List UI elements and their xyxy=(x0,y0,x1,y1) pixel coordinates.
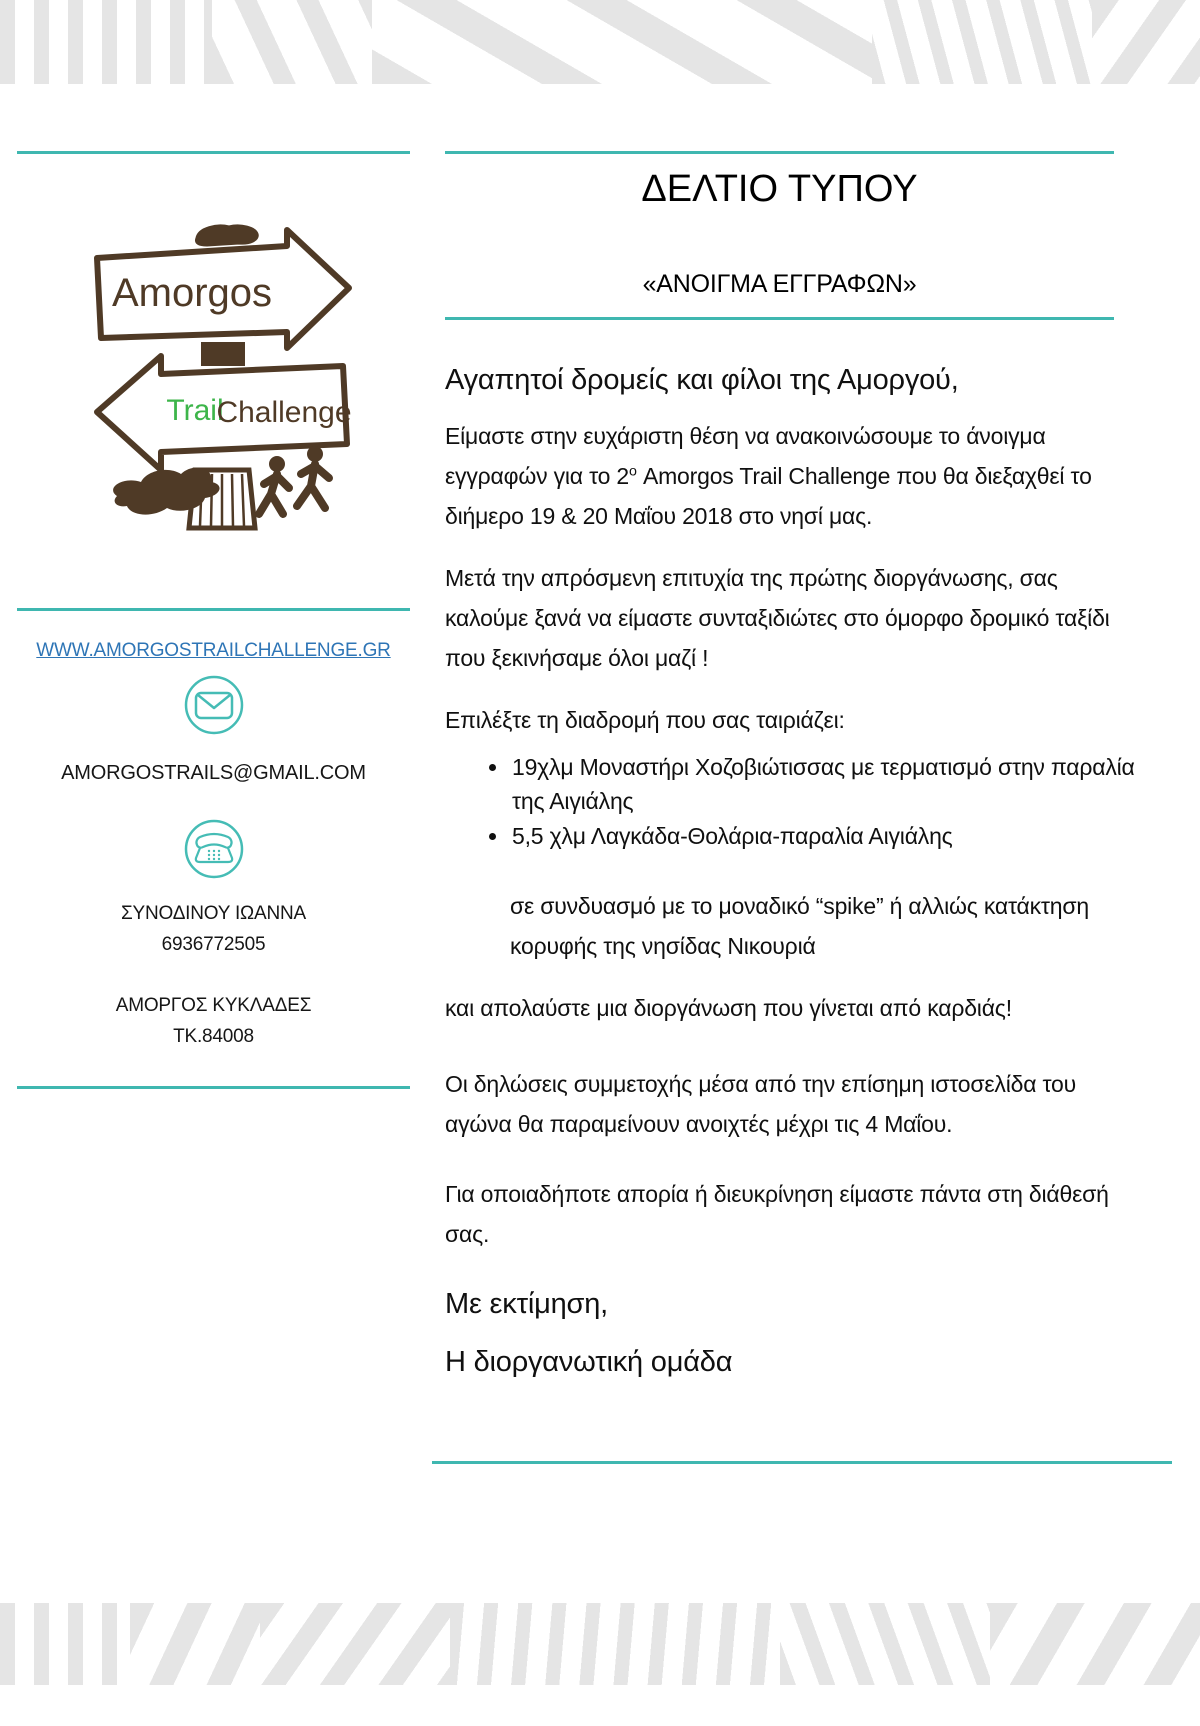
paragraph-spike: σε συνδυασμό με το μοναδικό “spike” ή αλλιώς κατάκτηση κορυφής της νησίδας Νικουριά xyxy=(510,893,1089,959)
paragraph-announcement-text-cont: Amorgos Trail Challenge που θα διεξαχθεί το διήμερο 19 & 20 Μαΐου 2018 στο νησί μας. xyxy=(445,463,1092,529)
paragraph-announcement-text: Είμαστε στην ευχάριστη θέση να ανακοινώσουμε το άνοιγμα εγγραφών για το 2 xyxy=(445,423,1046,489)
route-item-19km: • 19χλμ Μοναστήρι Χοζοβιώτισσας με τερματισμό στην παραλία της Αιγιάλης xyxy=(510,750,1170,818)
page-title: ΔΕΛΤΙΟ ΤΥΠΟΥ xyxy=(641,168,918,210)
paragraph-questions: Για οποιαδήποτε απορία ή διευκρίνηση είμαστε πάντα στη διάθεσή σας. xyxy=(445,1181,1109,1247)
paragraph-enjoy: και απολαύστε μια διοργάνωση που γίνεται από καρδιάς! xyxy=(445,995,1012,1021)
paragraph-choose-route: Επιλέξτε τη διαδρομή που σας ταιριάζει: xyxy=(445,707,845,733)
paragraph-success: Μετά την απρόσμενη επιτυχία της πρώτης διοργάνωσης, σας καλούμε ξανά να είμαστε συνταξιδιώτες στο όμορφο δρομικό ταξίδι που ξεκινήσαμε όλοι μαζί ! xyxy=(445,565,1110,671)
logo-word-challenge: Challenge xyxy=(216,396,352,429)
decorative-stripes-top xyxy=(0,0,1200,84)
logo-signpost-graphic xyxy=(89,224,357,532)
header-top-rule xyxy=(445,151,1114,154)
route-list xyxy=(478,750,1170,854)
logo-connector xyxy=(201,342,245,366)
logo-word-amorgos: Amorgos xyxy=(111,271,273,315)
sidebar-bottom-rule xyxy=(17,1086,410,1089)
stripe-segment xyxy=(990,1603,1200,1685)
website-link[interactable]: WWW.AMORGOSTRAILCHALLENGE.GR xyxy=(36,640,391,661)
stripe-segment xyxy=(130,1603,260,1685)
contact-location: ΑΜΟΡΓΟΣ ΚΥΚΛΑΔΕΣ xyxy=(115,995,312,1016)
logo-knob xyxy=(196,226,257,245)
footer-rule xyxy=(432,1461,1172,1464)
stripe-segment xyxy=(1092,0,1200,84)
phone-keypad-dots xyxy=(208,850,220,860)
logo-runners xyxy=(259,446,329,514)
ordinal-superscript: ο xyxy=(629,463,637,480)
contact-name: ΣΥΝΟΔΙΝΟΥ ΙΩΑΝΝΑ xyxy=(120,903,307,924)
page-subtitle: «ΑΝΟΙΓΜΑ ΕΓΓΡΑΦΩΝ» xyxy=(642,270,917,298)
paragraph-announcement xyxy=(445,416,1137,536)
stripe-segment xyxy=(372,0,872,84)
logo-word-trail: Trail xyxy=(166,394,224,427)
stripe-segment xyxy=(0,1603,130,1685)
header-bottom-rule xyxy=(445,317,1114,320)
route-item-5km: • 5,5 χλμ Λαγκάδα-Θολάρια-παραλία Αιγιάλης xyxy=(510,819,1170,853)
sidebar-mid-rule xyxy=(17,608,410,611)
phone-icon xyxy=(183,818,245,880)
closing-regards: Με εκτίμηση, xyxy=(445,1288,608,1320)
decorative-stripes-bottom xyxy=(0,1603,1200,1685)
stripe-segment xyxy=(212,0,372,84)
stripe-segment xyxy=(0,0,212,84)
contact-phone-number: 6936772505 xyxy=(161,934,266,955)
stripe-segment xyxy=(260,1603,450,1685)
amorgos-trail-challenge-logo xyxy=(89,224,357,532)
stripe-segment xyxy=(450,1603,780,1685)
sidebar-top-rule xyxy=(17,151,410,154)
email-address: AMORGOSTRAILS@GMAIL.COM xyxy=(61,762,366,784)
paragraph-registration-deadline: Οι δηλώσεις συμμετοχής μέσα από την επίσημη ιστοσελίδα του αγώνα θα παραμείνουν ανοιχτές μέχρι τις 4 Μαΐου. xyxy=(445,1071,1077,1137)
stripe-segment xyxy=(872,0,1092,84)
email-icon xyxy=(183,674,245,736)
closing-team: Η διοργανωτική ομάδα xyxy=(445,1346,733,1378)
stripe-segment xyxy=(780,1603,990,1685)
contact-postal-code: ΤΚ.84008 xyxy=(173,1026,254,1047)
greeting-line: Αγαπητοί δρομείς και φίλοι της Αμοργού, xyxy=(445,364,959,396)
